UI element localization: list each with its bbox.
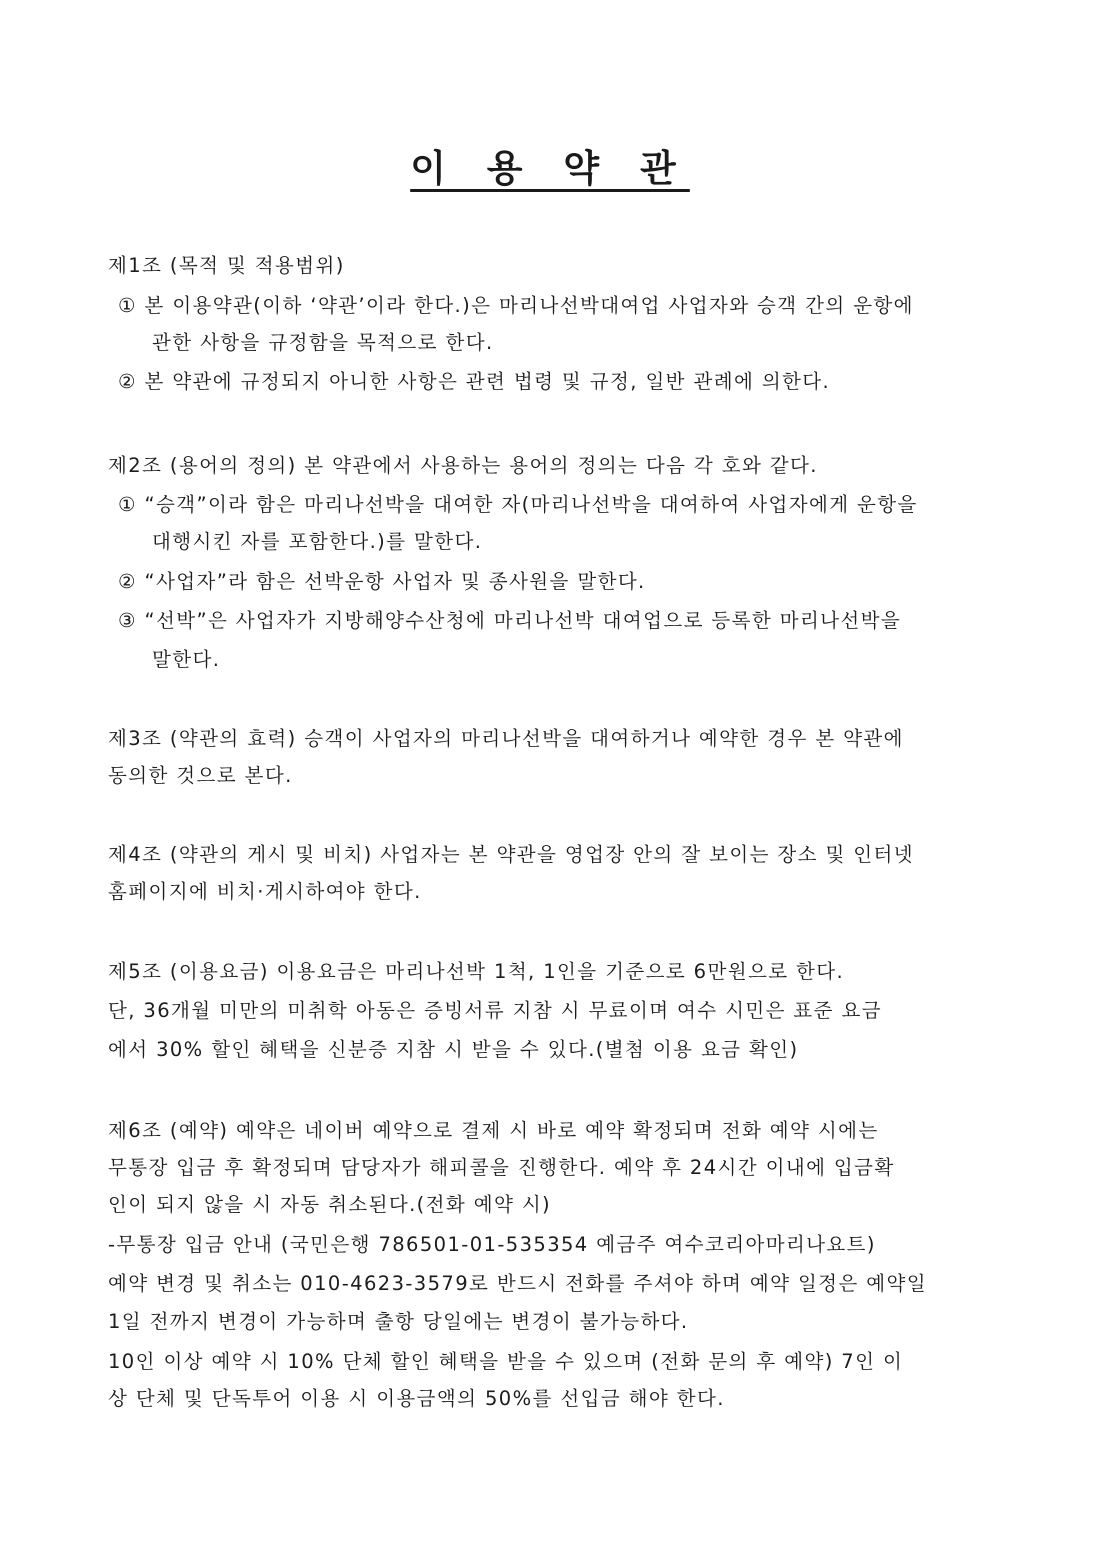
article-5-line-2: 단, 36개월 미만의 미취학 아동은 증빙서류 지참 시 무료이며 여수 시민은 표준 요금 xyxy=(108,999,882,1022)
article-6-line-7: 10인 이상 예약 시 10% 단체 할인 혜택을 받을 수 있으며 (전화 문의 후 예약) 7인 이 xyxy=(108,1350,904,1373)
article-5-line-1: 제5조 (이용요금) 이용요금은 마리나선박 1척, 1인을 기준으로 6만원으로 한다. xyxy=(108,960,845,983)
page-title-text: 이 용 약 관 xyxy=(410,147,690,190)
article-6-line-2: 무통장 입금 후 확정되며 담당자가 해피콜을 진행한다. 예약 후 24시간 이내에 입금확 xyxy=(108,1156,895,1179)
article-1-item-2-line-1: ② 본 약관에 규정되지 아니한 사항은 관련 법령 및 규정, 일반 관례에 의한다. xyxy=(118,370,831,393)
article-5-line-3: 에서 30% 할인 혜택을 신분증 지참 시 받을 수 있다.(별첨 이용 요금 확인) xyxy=(108,1038,799,1061)
article-1-item-1-line-1: ① 본 이용약관(이하 ‘약관’이라 한다.)은 마리나선박대여업 사업자와 승객 간의 운항에 xyxy=(118,294,914,317)
article-2-item-2-line-1: ② “사업자”라 함은 선박운항 사업자 및 종사원을 말한다. xyxy=(118,570,646,593)
article-2-item-3-line-1: ③ “선박”은 사업자가 지방해양수산청에 마리나선박 대여업으로 등록한 마리나선박을 xyxy=(118,609,902,632)
article-6-bank-info: -무통장 입금 안내 (국민은행 786501-01-535354 예금주 여수코리아마리나요트) xyxy=(108,1233,876,1256)
article-2-item-1-line-1: ① “승객”이라 함은 마리나선박을 대여한 자(마리나선박을 대여하여 사업자에게 운항을 xyxy=(118,493,918,516)
article-1-item-1-line-2: 관한 사항을 규정함을 목적으로 한다. xyxy=(152,331,494,354)
article-4-line-2: 홈페이지에 비치·게시하여야 한다. xyxy=(108,880,422,903)
article-6-line-6: 1일 전까지 변경이 가능하며 출항 당일에는 변경이 불가능하다. xyxy=(108,1310,689,1333)
article-3-line-2: 동의한 것으로 본다. xyxy=(108,764,293,787)
page-title xyxy=(0,138,1100,192)
article-2-item-3-line-2: 말한다. xyxy=(152,648,221,671)
article-2-heading: 제2조 (용어의 정의) 본 약관에서 사용하는 용어의 정의는 다음 각 호와 같다. xyxy=(108,454,818,477)
article-6-line-3: 인이 되지 않을 시 자동 취소된다.(전화 예약 시) xyxy=(108,1193,552,1216)
article-6-line-8: 상 단체 및 단독투어 이용 시 이용금액의 50%를 선입금 해야 한다. xyxy=(108,1387,725,1410)
article-2-item-1-line-2: 대행시킨 자를 포함한다.)를 말한다. xyxy=(152,530,483,553)
article-3-line-1: 제3조 (약관의 효력) 승객이 사업자의 마리나선박을 대여하거나 예약한 경우 본 약관에 xyxy=(108,727,904,750)
article-4-line-1: 제4조 (약관의 게시 및 비치) 사업자는 본 약관을 영업장 안의 잘 보이는 장소 및 인터넷 xyxy=(108,843,915,866)
article-6-line-1: 제6조 (예약) 예약은 네이버 예약으로 결제 시 바로 예약 확정되며 전화 예약 시에는 xyxy=(108,1119,879,1142)
article-6-line-5: 예약 변경 및 취소는 010-4623-3579로 반드시 전화를 주셔야 하며 예약 일정은 예약일 xyxy=(108,1272,927,1295)
article-1-heading: 제1조 (목적 및 적용범위) xyxy=(108,254,345,277)
